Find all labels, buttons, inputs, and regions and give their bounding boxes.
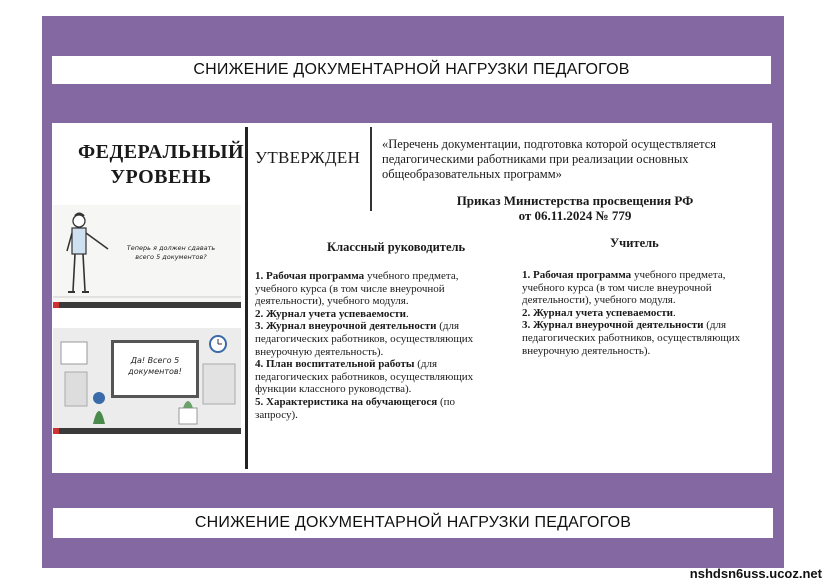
list-item: 5. Характеристика на обучающегося (по запросу). bbox=[255, 395, 455, 421]
site-watermark: nshdsn6uss.ucoz.net bbox=[689, 566, 822, 581]
document-list-title: «Перечень документации, подготовка которой осуществляется педагогическими работниками при реализации основных общеобразовательных программ» bbox=[382, 137, 716, 181]
list-item: 3. Журнал внеурочной деятельности (для педагогических работников, осуществляющих внеурочную деятельность). bbox=[522, 319, 741, 357]
order-line-2: от 06.11.2024 № 779 bbox=[518, 208, 632, 223]
order-line-1: Приказ Министерства просвещения РФ bbox=[456, 193, 694, 208]
whiteboard bbox=[111, 340, 199, 398]
title-banner-top: СНИЖЕНИЕ ДОКУМЕНТАРНОЙ НАГРУЗКИ ПЕДАГОГОВ bbox=[52, 56, 771, 84]
list-item: 1. Рабочая программа учебного предмета, учебного курса (в том числе внеурочной деятельности), учебного модуля. bbox=[255, 270, 459, 308]
list-item: 2. Журнал учета успеваемости. bbox=[255, 307, 409, 320]
list-item: 2. Журнал учета успеваемости. bbox=[522, 306, 676, 319]
title-banner-bottom: СНИЖЕНИЕ ДОКУМЕНТАРНОЙ НАГРУЗКИ ПЕДАГОГОВ bbox=[53, 508, 773, 538]
approved-label: УТВЕРЖДЕН bbox=[255, 148, 361, 167]
video-1-progress-bar[interactable] bbox=[53, 302, 241, 308]
teacher-list bbox=[522, 269, 767, 357]
class-teacher-heading: Классный руководитель bbox=[327, 240, 466, 254]
video-1-speech-text: Теперь я должен сдавать всего 5 документов? bbox=[126, 244, 216, 261]
list-item: 1. Рабочая программа учебного предмета, учебного курса (в том числе внеурочной деятельности), учебного модуля. bbox=[522, 269, 726, 307]
ministry-order bbox=[425, 193, 725, 223]
video-thumbnail-2[interactable] bbox=[53, 328, 241, 434]
federal-level-title: ФЕДЕРАЛЬНЫЙ УРОВЕНЬ bbox=[77, 141, 245, 188]
list-item: 4. План воспитательной работы (для педагогических работников, осуществляющих функции классного руководства). bbox=[255, 358, 474, 396]
vertical-divider-small bbox=[370, 127, 372, 211]
video-2-speech-text: Да! Всего 5 документов! bbox=[128, 356, 182, 376]
video-2-progress-bar[interactable] bbox=[53, 428, 241, 434]
teacher-heading: Учитель bbox=[610, 236, 659, 250]
list-item: 3. Журнал внеурочной деятельности (для педагогических работников, осуществляющих внеурочную деятельность). bbox=[255, 320, 474, 358]
vertical-divider bbox=[245, 127, 248, 469]
class-teacher-list bbox=[255, 270, 500, 421]
video-thumbnail-1[interactable] bbox=[53, 205, 241, 308]
